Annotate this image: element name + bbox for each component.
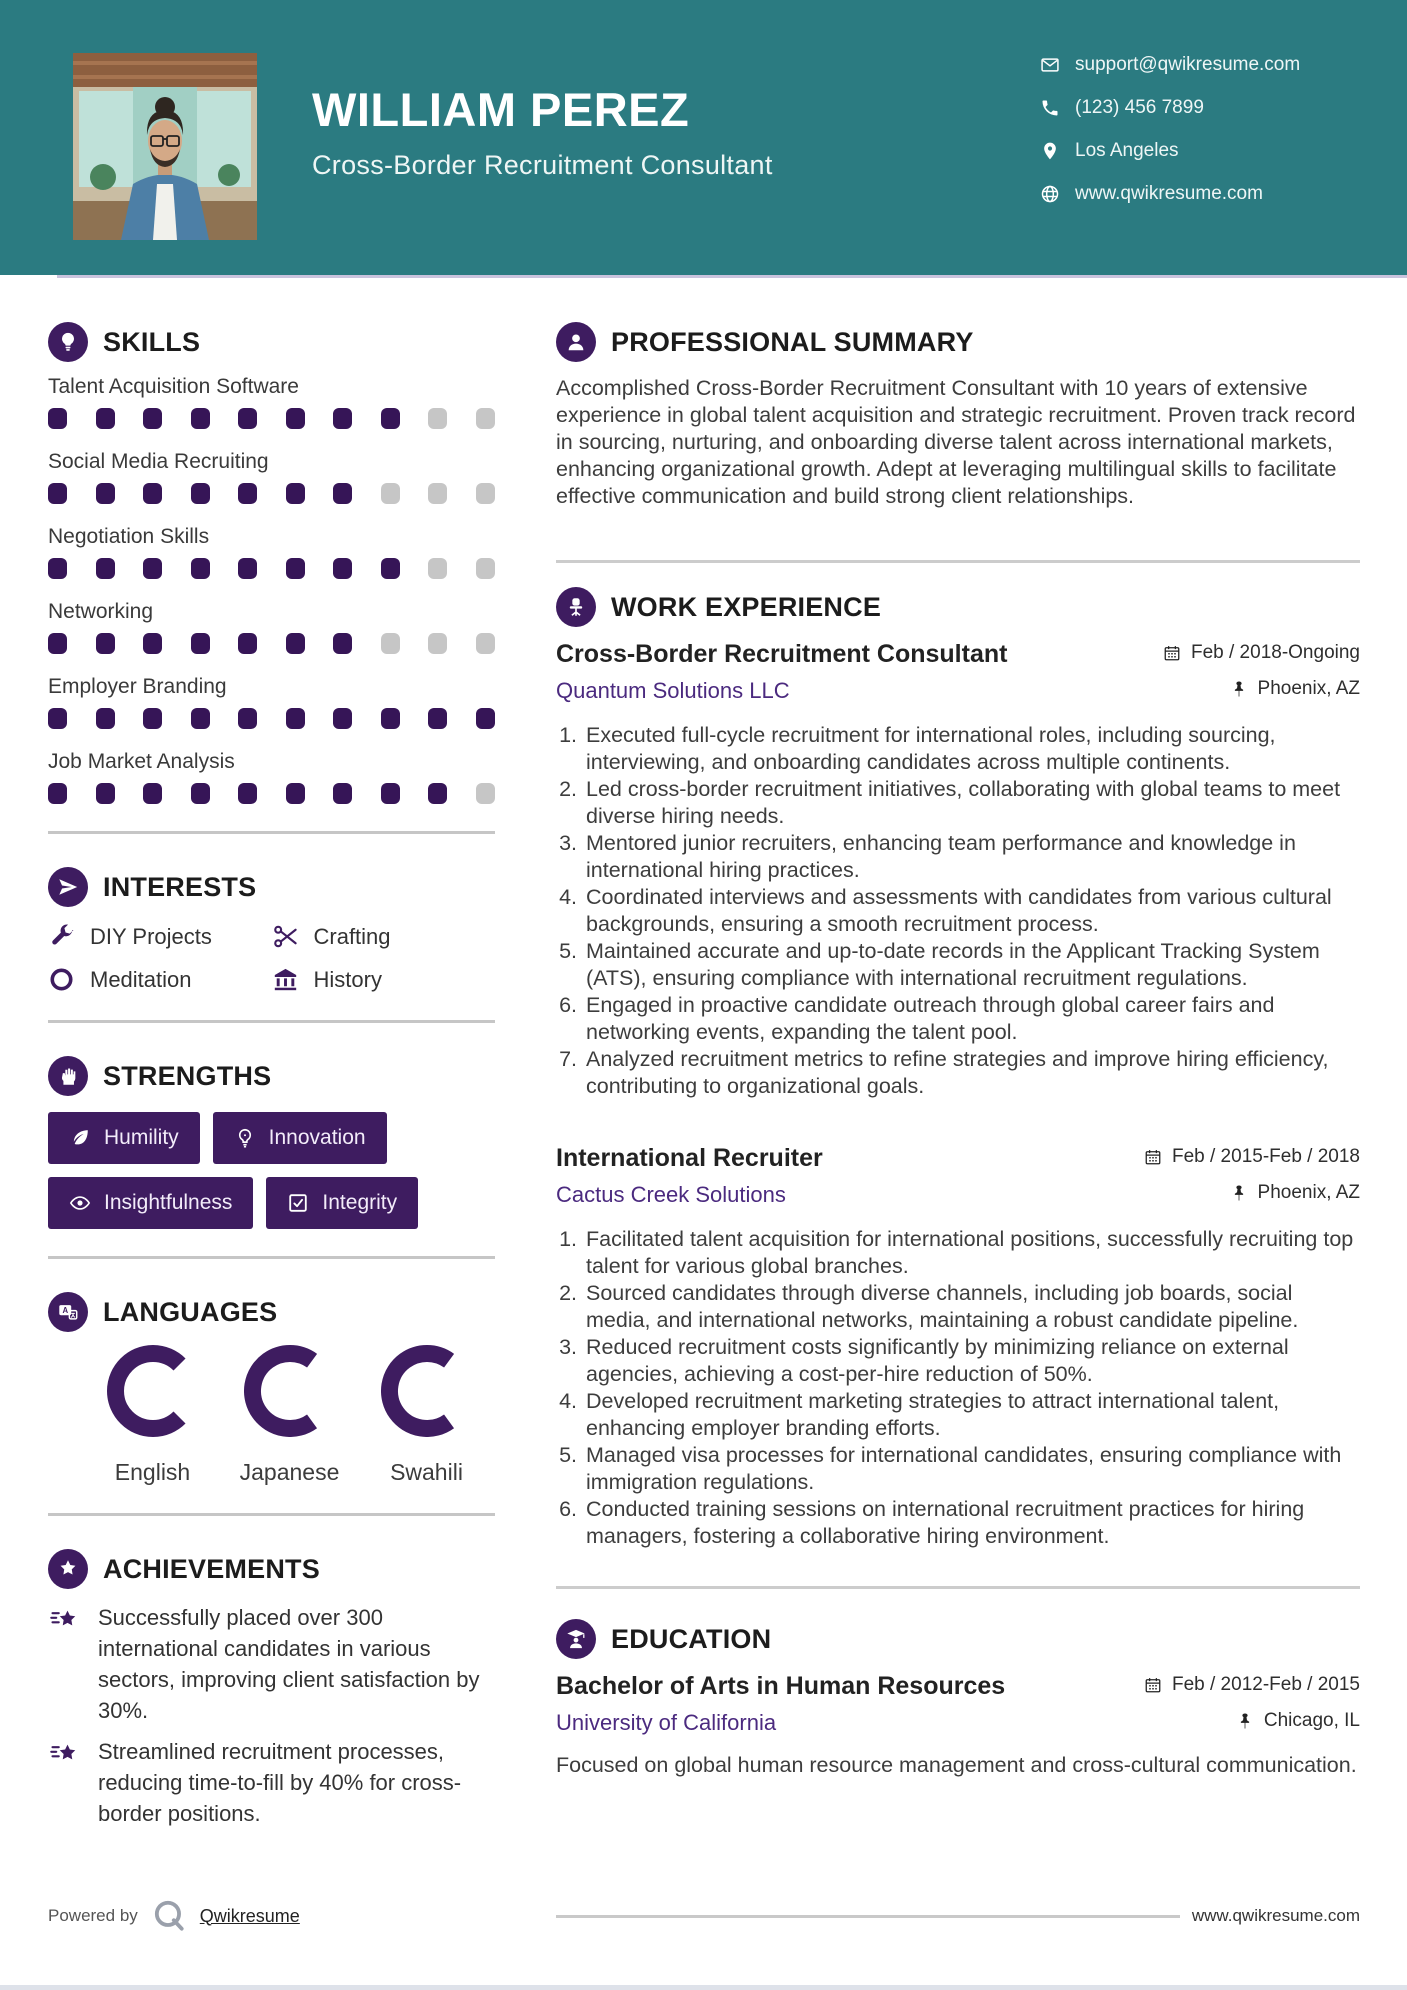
skill-dot	[476, 483, 495, 504]
interest-label: History	[313, 966, 382, 992]
skill-label: Employer Branding	[48, 675, 227, 698]
job-bullet: 2. Led cross-border recruitment initiatives, collaborating with global teams to meet diverse hiring needs.	[583, 776, 1360, 830]
check-square-icon	[287, 1192, 309, 1214]
skill-dot	[286, 483, 305, 504]
footer-branding	[48, 1898, 556, 1934]
education-sub-row	[556, 1710, 1360, 1736]
achievements-section	[48, 1549, 495, 1829]
interest-item	[272, 966, 496, 993]
achievement-item	[48, 1736, 495, 1829]
strengths-list	[48, 1112, 495, 1229]
education-section	[556, 1619, 1360, 1779]
page-bottom-edge	[0, 1985, 1407, 1990]
job	[556, 640, 1360, 1100]
contact-list	[1040, 54, 1300, 205]
footer-divider-line	[556, 1915, 1180, 1918]
sidebar-divider	[48, 1256, 495, 1259]
sidebar-divider	[48, 1020, 495, 1023]
shooting-star-icon	[48, 1739, 82, 1769]
skill-dot	[428, 633, 447, 654]
eye-icon	[69, 1192, 91, 1214]
skill-dot	[286, 408, 305, 429]
strength-label: Humility	[104, 1126, 179, 1149]
skill-dot	[191, 633, 210, 654]
job-bullet: 2. Sourced candidates through diverse channels, including job boards, social media, and international networks, maintaining a robust candidate pipeline.	[583, 1280, 1360, 1334]
education-dates: Feb / 2012-Feb / 2015	[1144, 1674, 1360, 1696]
contact-website	[1040, 183, 1300, 205]
skill-dot	[143, 633, 162, 654]
skill-dot	[238, 783, 257, 804]
interest-item	[272, 923, 496, 950]
job-bullets	[556, 1226, 1360, 1550]
wrench-icon	[48, 923, 75, 950]
contact-email-text: support@qwikresume.com	[1075, 54, 1301, 75]
footer-website: www.qwikresume.com	[1191, 1906, 1360, 1925]
profile-photo	[73, 53, 257, 240]
skill-item	[48, 750, 495, 804]
language-label: Swahili	[390, 1459, 463, 1485]
language-item	[84, 1345, 221, 1486]
powered-by-label: Powered by	[48, 1906, 138, 1925]
skill-label: Negotiation Skills	[48, 525, 210, 548]
skill-dot	[428, 483, 447, 504]
experience-heading: WORK EXPERIENCE	[611, 591, 882, 622]
candidate-title: Cross-Border Recruitment Consultant	[312, 150, 773, 180]
header-shadow	[57, 275, 1407, 278]
summary-heading: PROFESSIONAL SUMMARY	[611, 326, 974, 357]
skill-dot	[48, 558, 67, 579]
summary-section	[556, 322, 1360, 510]
achievements-heading: ACHIEVEMENTS	[103, 1553, 320, 1584]
language-level-ring	[381, 1345, 473, 1437]
skill-label: Networking	[48, 600, 154, 623]
skill-rating	[48, 633, 495, 654]
interest-label: Meditation	[90, 966, 192, 992]
skill-dot	[333, 558, 352, 579]
job	[556, 1144, 1360, 1550]
skill-dot	[476, 783, 495, 804]
svg-text:A: A	[62, 1305, 69, 1315]
leaf-icon	[69, 1127, 91, 1149]
job-bullet: 1. Facilitated talent acquisition for international positions, successfully recruiting top talent for various global branches.	[583, 1226, 1360, 1280]
paper-plane-icon	[48, 867, 88, 907]
job-company: Quantum Solutions LLC	[556, 678, 790, 703]
job-sub-row	[556, 1182, 1360, 1208]
skill-rating	[48, 408, 495, 429]
summary-text: Accomplished Cross-Border Recruitment Consultant with 10 years of extensive experience in global talent acquisition and strategic recruitment. Proven track record in sourcing, nurturing, and onboarding diverse talent across international markets, enhancing organizational growth. Adept at leveraging multilingual skills to facilitate effective communication and build strong client relationships.	[556, 376, 1356, 508]
skill-dot	[143, 708, 162, 729]
skill-rating	[48, 708, 495, 729]
main-divider	[556, 1586, 1360, 1589]
job-dates: Feb / 2018-Ongoing	[1163, 642, 1360, 664]
education-heading-row	[556, 1619, 1360, 1659]
skill-dot	[238, 708, 257, 729]
sidebar	[48, 322, 495, 1839]
skill-dot	[238, 558, 257, 579]
job-bullet: 6. Conducted training sessions on international recruitment practices for hiring managers, fostering a collaborative hiring environment.	[583, 1496, 1360, 1550]
skill-dot	[381, 708, 400, 729]
strength-label: Integrity	[322, 1191, 398, 1214]
skill-dot	[238, 483, 257, 504]
skill-dot	[333, 483, 352, 504]
job-location: Phoenix, AZ	[1230, 1182, 1360, 1204]
skill-dot	[381, 408, 400, 429]
email-icon	[1040, 55, 1060, 75]
strength-pill	[48, 1177, 253, 1229]
phone-icon	[1040, 98, 1060, 118]
skill-dot	[96, 483, 115, 504]
skill-dot	[333, 408, 352, 429]
job-bullets	[556, 722, 1360, 1100]
job-title-row	[556, 1144, 1360, 1173]
interest-item	[48, 966, 272, 993]
skill-dot	[428, 558, 447, 579]
strength-pill	[48, 1112, 200, 1164]
sidebar-divider	[48, 831, 495, 834]
education-degree: Bachelor of Arts in Human Resources	[556, 1672, 1006, 1700]
skill-rating	[48, 783, 495, 804]
language-level-ring	[244, 1345, 336, 1437]
strengths-section	[48, 1056, 495, 1229]
contact-location-text: Los Angeles	[1075, 140, 1179, 161]
skill-label: Talent Acquisition Software	[48, 375, 299, 398]
translate-icon	[48, 1292, 88, 1332]
header	[0, 0, 1407, 275]
skill-dot	[381, 483, 400, 504]
strengths-heading-row	[48, 1056, 495, 1096]
skills-section	[48, 322, 495, 804]
bulb-outline-icon	[234, 1127, 256, 1149]
skill-dot	[476, 633, 495, 654]
skill-dot	[143, 408, 162, 429]
skill-dot	[143, 783, 162, 804]
skill-dot	[286, 558, 305, 579]
languages-section	[48, 1292, 495, 1486]
shooting-star-icon	[48, 1605, 82, 1635]
job-bullet: 6. Engaged in proactive candidate outreach through global career fairs and networking events, expanding the talent pool.	[583, 992, 1360, 1046]
job-bullet: 1. Executed full-cycle recruitment for international roles, including sourcing, interviewing, and onboarding candidates across multiple continents.	[583, 722, 1360, 776]
skill-dot	[191, 783, 210, 804]
contact-email	[1040, 54, 1300, 76]
job-location: Phoenix, AZ	[1230, 678, 1360, 700]
job-bullet: 5. Maintained accurate and up-to-date records in the Applicant Tracking System (ATS), ensuring compliance with international recruitment regulations.	[583, 938, 1360, 992]
strengths-heading: STRENGTHS	[103, 1060, 272, 1091]
skill-dot	[333, 783, 352, 804]
interest-label: DIY Projects	[90, 923, 212, 949]
skill-dot	[286, 708, 305, 729]
sidebar-divider	[48, 1513, 495, 1516]
skill-dot	[381, 558, 400, 579]
skill-dot	[238, 633, 257, 654]
jobs-list	[556, 640, 1360, 1550]
job-bullet: 5. Managed visa processes for international candidates, ensuring compliance with immigration regulations.	[583, 1442, 1360, 1496]
skill-dot	[286, 633, 305, 654]
skill-item	[48, 450, 495, 504]
languages-heading: LANGUAGES	[103, 1296, 278, 1327]
graduate-icon	[556, 1619, 596, 1659]
interest-label: Crafting	[313, 923, 391, 949]
pushpin-icon	[1230, 680, 1248, 698]
job-bullet: 7. Analyzed recruitment metrics to refine strategies and improve hiring efficiency, contributing to organizational goals.	[583, 1046, 1360, 1100]
skill-label: Job Market Analysis	[48, 750, 235, 773]
interests-section	[48, 867, 495, 993]
scissors-icon	[272, 923, 299, 950]
education-description: Focused on global human resource management and cross-cultural communication.	[556, 1753, 1357, 1777]
language-level-ring	[107, 1345, 199, 1437]
job-title-row	[556, 640, 1360, 669]
skills-heading: SKILLS	[103, 326, 201, 357]
language-item	[221, 1345, 358, 1486]
footer	[48, 1898, 1360, 1934]
ring-icon	[48, 966, 75, 993]
skill-item	[48, 675, 495, 729]
museum-icon	[272, 966, 299, 993]
skill-dot	[333, 633, 352, 654]
languages-heading-row	[48, 1292, 495, 1332]
skill-dot	[48, 708, 67, 729]
language-label: Japanese	[239, 1459, 340, 1485]
skill-dot	[48, 633, 67, 654]
education-location: Chicago, IL	[1236, 1710, 1360, 1732]
achievement-text: Streamlined recruitment processes, reducing time-to-fill by 40% for cross-border positions.	[98, 1739, 462, 1826]
interests-heading-row	[48, 867, 495, 907]
qwikresume-logo-icon	[151, 1898, 187, 1934]
skill-dot	[96, 783, 115, 804]
strength-pill	[266, 1177, 418, 1229]
candidate-name: WILLIAM PEREZ	[312, 83, 690, 136]
job-dates: Feb / 2015-Feb / 2018	[1144, 1146, 1360, 1168]
skill-dot	[381, 783, 400, 804]
skill-item	[48, 375, 495, 429]
strength-label: Insightfulness	[104, 1191, 233, 1214]
skill-dot	[96, 633, 115, 654]
job-bullet: 3. Reduced recruitment costs significantly by minimizing reliance on external agencies, achieving a cost-per-hire reduction of 50%.	[583, 1334, 1360, 1388]
education-heading: EDUCATION	[611, 1623, 772, 1654]
location-icon	[1040, 141, 1060, 161]
skill-item	[48, 600, 495, 654]
job-bullet: 4. Developed recruitment marketing strategies to attract international talent, enhancing employer branding efforts.	[583, 1388, 1360, 1442]
calendar-icon	[1144, 1148, 1162, 1166]
strength-pill	[213, 1112, 387, 1164]
skills-list	[48, 375, 495, 804]
job-title: Cross-Border Recruitment Consultant	[556, 640, 1008, 668]
skill-dot	[191, 408, 210, 429]
skill-dot	[333, 708, 352, 729]
skill-label: Social Media Recruiting	[48, 450, 269, 473]
achievement-text: Successfully placed over 300 international candidates in various sectors, improving client satisfaction by 30%.	[98, 1605, 480, 1723]
skill-dot	[476, 408, 495, 429]
identity-block	[312, 83, 773, 181]
language-item	[358, 1345, 495, 1486]
globe-icon	[1040, 184, 1060, 204]
skill-dot	[476, 558, 495, 579]
skill-rating	[48, 558, 495, 579]
job-company: Cactus Creek Solutions	[556, 1182, 786, 1207]
achievements-heading-row	[48, 1549, 495, 1589]
skill-dot	[238, 408, 257, 429]
skill-dot	[428, 708, 447, 729]
skill-dot	[48, 483, 67, 504]
skill-dot	[428, 783, 447, 804]
education-title-row	[556, 1672, 1360, 1701]
star-badge-icon	[48, 1549, 88, 1589]
calendar-icon	[1144, 1676, 1162, 1694]
skill-dot	[96, 558, 115, 579]
main-column	[556, 322, 1360, 1779]
skill-dot	[428, 408, 447, 429]
experience-heading-row	[556, 587, 1360, 627]
language-label: English	[114, 1459, 191, 1485]
pushpin-icon	[1236, 1712, 1254, 1730]
contact-location	[1040, 140, 1300, 162]
calendar-icon	[1163, 644, 1181, 662]
skill-dot	[48, 783, 67, 804]
skill-dot	[191, 558, 210, 579]
fist-icon	[48, 1056, 88, 1096]
main-divider	[556, 560, 1360, 563]
job-sub-row	[556, 678, 1360, 704]
job-bullet: 3. Mentored junior recruiters, enhancing team performance and knowledge in international hiring practices.	[583, 830, 1360, 884]
summary-heading-row	[556, 322, 1360, 362]
achievements-list	[48, 1602, 495, 1829]
person-icon	[556, 322, 596, 362]
contact-website-text: www.qwikresume.com	[1075, 183, 1263, 204]
skill-dot	[191, 708, 210, 729]
skill-dot	[96, 708, 115, 729]
skill-rating	[48, 483, 495, 504]
skill-dot	[381, 633, 400, 654]
skill-dot	[143, 558, 162, 579]
contact-phone-text: (123) 456 7899	[1075, 97, 1204, 118]
skills-heading-row	[48, 322, 495, 362]
job-title: International Recruiter	[556, 1144, 823, 1172]
interest-item	[48, 923, 272, 950]
skill-dot	[143, 483, 162, 504]
pushpin-icon	[1230, 1184, 1248, 1202]
qwikresume-link[interactable]: Qwikresume	[199, 1905, 300, 1926]
office-chair-icon	[556, 587, 596, 627]
skill-dot	[286, 783, 305, 804]
education-school: University of California	[556, 1710, 777, 1735]
strength-label: Innovation	[268, 1126, 366, 1149]
skill-dot	[191, 483, 210, 504]
lightbulb-icon	[48, 322, 88, 362]
experience-section	[556, 587, 1360, 1550]
interests-heading: INTERESTS	[103, 871, 257, 902]
skill-dot	[96, 408, 115, 429]
languages-list	[84, 1345, 495, 1486]
interests-list	[48, 923, 495, 993]
job-bullet: 4. Coordinated interviews and assessments with candidates from various cultural backgrounds, ensuring a smooth recruitment process.	[583, 884, 1360, 938]
skill-dot	[48, 408, 67, 429]
skill-dot	[476, 708, 495, 729]
skill-item	[48, 525, 495, 579]
contact-phone	[1040, 97, 1300, 119]
achievement-item	[48, 1602, 495, 1726]
